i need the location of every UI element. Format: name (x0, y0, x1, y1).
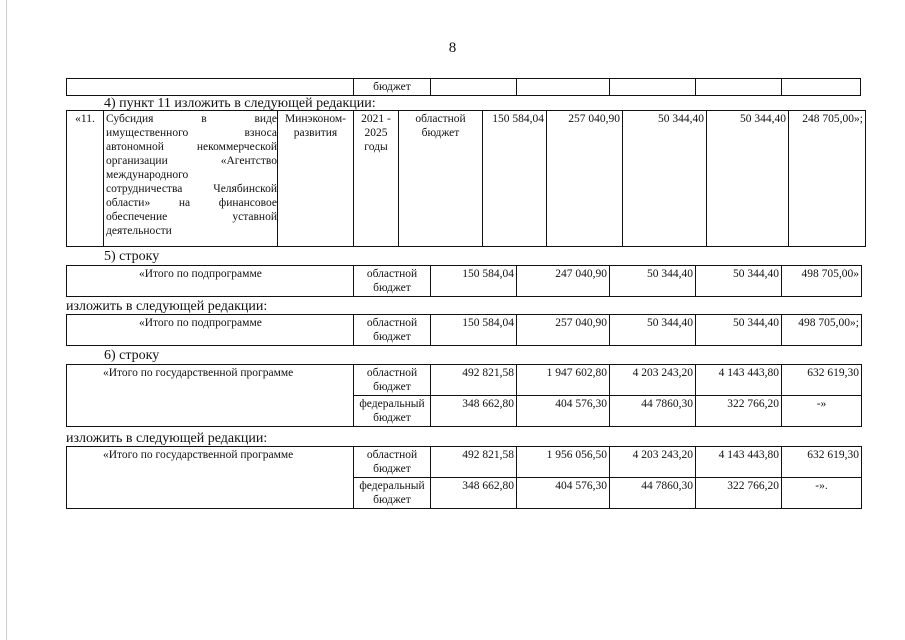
section-6-heading: 6) строку (104, 348, 160, 363)
section-5-heading: 5) строку (104, 249, 160, 264)
description-line: обеспечение уставной (106, 211, 277, 223)
value-cell: 348 662,80 (431, 396, 517, 427)
total-label: «Итого по подпрограмме (67, 315, 354, 346)
description-line: Субсидия в виде (106, 113, 277, 125)
value-cell: 257 040,90 (547, 111, 623, 247)
description-line: автономной некоммерческой (106, 141, 277, 153)
total-label: «Итого по государственной программе (67, 447, 354, 509)
value-cell: 4 143 443,80 (696, 365, 782, 396)
table-row (67, 447, 862, 478)
value-cell: 404 576,30 (517, 478, 610, 509)
description-line: международного (106, 169, 189, 181)
table-cell (782, 79, 861, 96)
source-cell: федеральный бюджет (354, 396, 431, 427)
replace-heading: изложить в следующей редакции: (66, 431, 268, 446)
table-cell (431, 79, 517, 96)
replace-heading: изложить в следующей редакции: (66, 299, 268, 314)
value-cell: 247 040,90 (517, 266, 610, 297)
item-description (104, 111, 278, 247)
value-cell: 404 576,30 (517, 396, 610, 427)
program-total-new-table (66, 446, 862, 509)
table-cell (517, 79, 610, 96)
value-cell: 4 203 243,20 (610, 447, 696, 478)
value-cell: 150 584,04 (431, 266, 517, 297)
description-line: имущественного взноса (106, 127, 277, 139)
program-total-old-table (66, 364, 862, 427)
value-cell: 50 344,40 (623, 111, 707, 247)
value-cell: 4 203 243,20 (610, 365, 696, 396)
value-cell: -». (782, 478, 862, 509)
value-cell: -» (782, 396, 862, 427)
value-cell: 257 040,90 (517, 315, 610, 346)
value-cell: 50 344,40 (696, 266, 782, 297)
table-cell (696, 79, 782, 96)
value-cell: 348 662,80 (431, 478, 517, 509)
value-cell: 50 344,40 (696, 315, 782, 346)
source-cell: бюджет (354, 79, 431, 96)
value-cell: 44 7860,30 (610, 478, 696, 509)
value-cell: 44 7860,30 (610, 396, 696, 427)
value-cell: 1 947 602,80 (517, 365, 610, 396)
description-line: деятельности (106, 225, 172, 237)
value-cell: 50 344,40 (707, 111, 789, 247)
description-line: организации «Агентство (106, 155, 277, 167)
value-cell: 322 766,20 (696, 396, 782, 427)
total-label: «Итого по государственной программе (67, 365, 354, 427)
table-row (67, 266, 862, 297)
table-row (67, 315, 862, 346)
item-number: «11. (67, 111, 104, 247)
period-cell: 2021 - 2025 годы (354, 111, 399, 247)
subprogram-total-new-table (66, 314, 862, 346)
value-cell: 322 766,20 (696, 478, 782, 509)
source-cell: областной бюджет (354, 447, 431, 478)
executor-cell: Минэконом-развития (278, 111, 354, 247)
section-4-heading: 4) пункт 11 изложить в следующей редакции: (104, 96, 376, 111)
value-cell: 632 619,30 (782, 365, 862, 396)
value-cell: 248 705,00»; (789, 111, 866, 247)
value-cell: 150 584,04 (431, 315, 517, 346)
item-11-table (66, 110, 866, 247)
table-cell (610, 79, 696, 96)
value-cell: 632 619,30 (782, 447, 862, 478)
value-cell: 4 143 443,80 (696, 447, 782, 478)
value-cell: 492 821,58 (431, 447, 517, 478)
value-cell: 150 584,04 (483, 111, 547, 247)
top-table-fragment (66, 78, 861, 96)
value-cell: 50 344,40 (610, 266, 696, 297)
page-number: 8 (448, 40, 457, 56)
description-line: сотрудничества Челябинской (106, 183, 277, 195)
description-line: области» на финансовое (106, 197, 277, 209)
table-cell (67, 79, 354, 96)
source-cell: областной бюджет (399, 111, 483, 247)
value-cell: 498 705,00» (782, 266, 862, 297)
value-cell: 1 956 056,50 (517, 447, 610, 478)
source-cell: областной бюджет (354, 266, 431, 297)
value-cell: 498 705,00»; (782, 315, 862, 346)
source-cell: федеральный бюджет (354, 478, 431, 509)
source-cell: областной бюджет (354, 365, 431, 396)
source-cell: областной бюджет (354, 315, 431, 346)
total-label: «Итого по подпрограмме (67, 266, 354, 297)
table-row (67, 365, 862, 396)
table-row (67, 79, 861, 96)
scan-margin-line (6, 0, 7, 640)
value-cell: 492 821,58 (431, 365, 517, 396)
table-row (67, 111, 866, 247)
value-cell: 50 344,40 (610, 315, 696, 346)
subprogram-total-old-table (66, 265, 862, 297)
